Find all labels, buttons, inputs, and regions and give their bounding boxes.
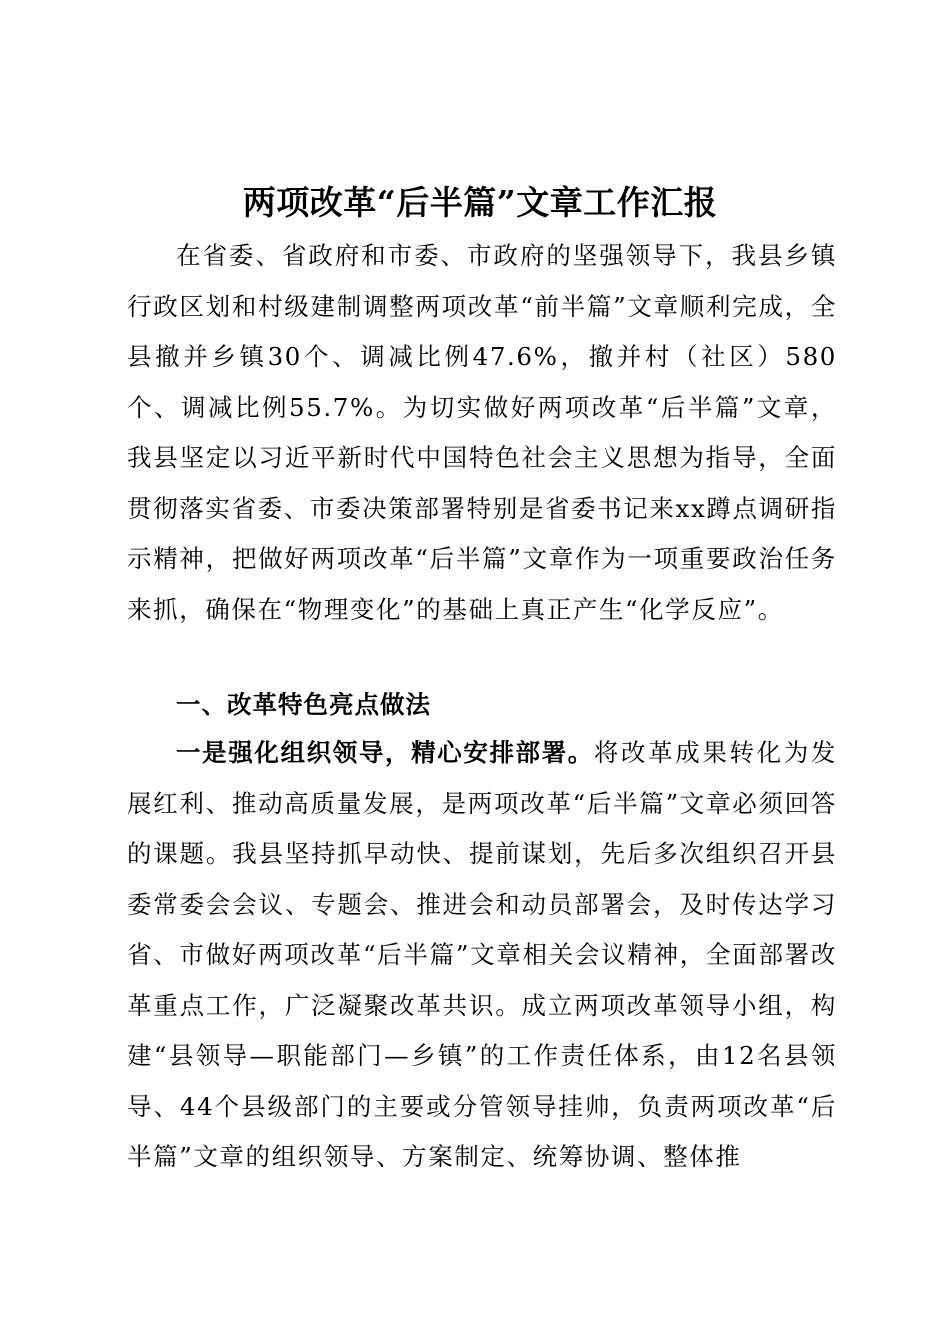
document-title: 两项改革“后半篇”文章工作汇报 bbox=[242, 183, 718, 222]
section1-paragraph bbox=[127, 728, 837, 1183]
section-heading: 一、改革特色亮点做法 bbox=[176, 690, 431, 719]
intro-paragraph: 在省委、省政府和市委、市政府的坚强领导下，我县乡镇行政区划和村级建制调整两项改革“前半篇”文章顺利完成，全县撤并乡镇30个、调减比例47.6%，撤并村（社区）580个、调减比例55.7%。为切实做好两项改革“后半篇”文章，我县坚定以习近平新时代中国特色社会主义思想为指导，全面贯彻落实省委、市委决策部署特别是省委书记来xx蹲点调研指示精神，把做好两项改革“后半篇”文章作为一项重要政治任务来抓，确保在“物理变化”的基础上真正产生“化学反应”。 bbox=[127, 241, 837, 624]
paragraph-lead: 一是强化组织领导，精心安排部署。 bbox=[176, 738, 594, 767]
paragraph-body: 将改革成果转化为发展红利、推动高质量发展，是两项改革“后半篇”文章必须回答的课题。我县坚持抓早动快、提前谋划，先后多次组织召开县委常委会会议、专题会、推进会和动员部署会，及时传达学习省、市做好两项改革“后半篇”文章相关会议精神，全面部署改革重点工作，广泛凝聚改革共识。成立两项改革领导小组，构建“县领导—职能部门—乡镇”的工作责任体系，由12名县领导、44个县级部门的主要或分管领导挂帅，负责两项改革“后半篇”文章的组织领导、方案制定、统筹协调、整体推 bbox=[127, 738, 837, 1171]
